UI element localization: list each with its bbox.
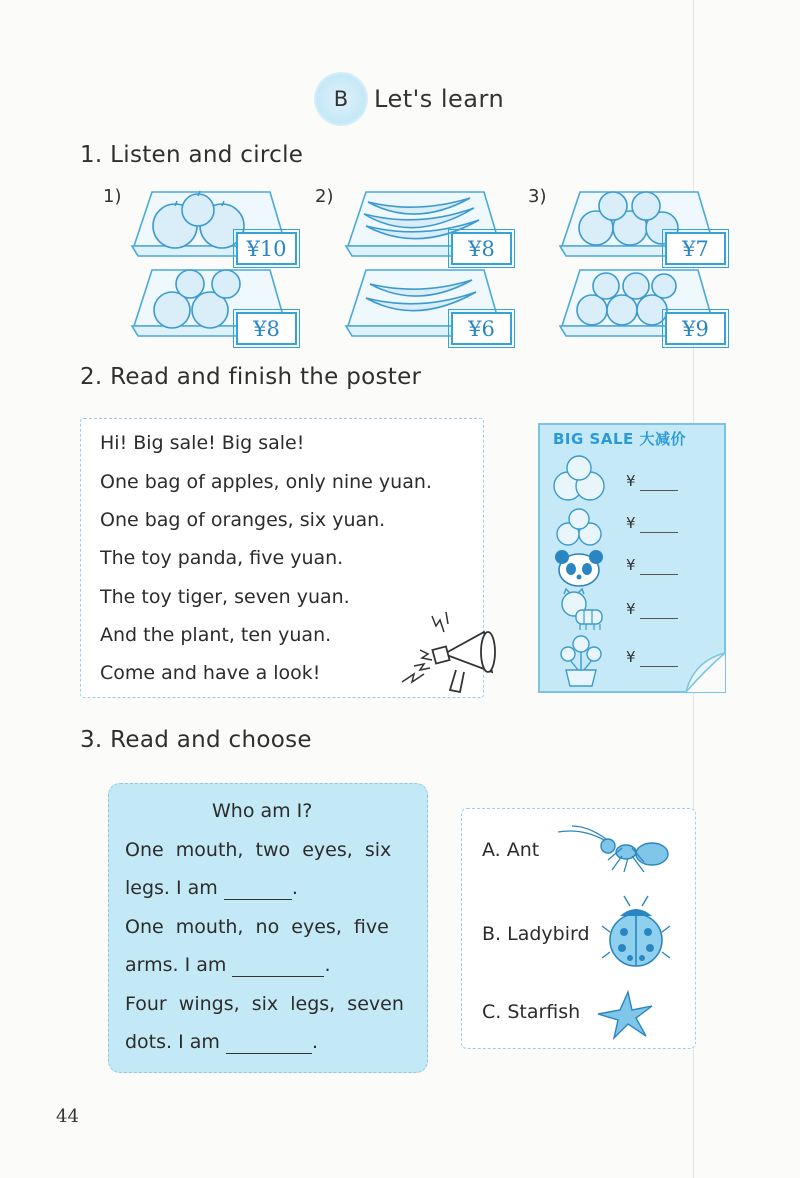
starfish-icon bbox=[596, 990, 654, 1040]
yen-sign: ¥ bbox=[626, 648, 636, 666]
price-tag-3-top[interactable]: ¥7 bbox=[665, 232, 726, 265]
period: . bbox=[324, 954, 331, 976]
megaphone-icon bbox=[384, 606, 500, 698]
ladybird-icon bbox=[600, 892, 672, 972]
price-tag-2-top[interactable]: ¥8 bbox=[451, 232, 512, 265]
yen-sign: ¥ bbox=[626, 472, 636, 490]
apple-icon bbox=[550, 452, 608, 504]
plant-price-blank[interactable] bbox=[640, 666, 678, 667]
yen-sign: ¥ bbox=[626, 600, 636, 618]
item-2-number: 2) bbox=[315, 186, 334, 207]
page-number: 44 bbox=[56, 1106, 79, 1127]
period: . bbox=[311, 1031, 319, 1053]
yen-sign: ¥ bbox=[626, 514, 636, 532]
tiger-icon bbox=[556, 588, 608, 632]
sale-line: Hi! Big sale! Big sale! bbox=[100, 432, 305, 454]
riddle-line bbox=[125, 954, 331, 977]
riddle-line: One mouth, two eyes, six bbox=[125, 839, 392, 861]
period: . bbox=[291, 877, 298, 899]
plant-icon bbox=[554, 630, 608, 688]
item-3-number: 3) bbox=[528, 186, 547, 207]
riddle-text: legs. I am bbox=[125, 877, 218, 899]
tiger-price-blank[interactable] bbox=[640, 618, 678, 619]
riddle-line: One mouth, no eyes, five bbox=[125, 916, 389, 938]
riddle-title: Who am I? bbox=[212, 800, 313, 822]
sale-line: The toy tiger, seven yuan. bbox=[100, 586, 350, 608]
item-1-number: 1) bbox=[103, 186, 122, 207]
riddle-text: dots. I am bbox=[125, 1031, 220, 1053]
section-1-title: 1. Listen and circle bbox=[80, 142, 304, 168]
riddle-line: Four wings, six legs, seven bbox=[125, 993, 404, 1015]
ant-icon bbox=[552, 824, 676, 874]
part-badge: B bbox=[316, 74, 366, 124]
yen-sign: ¥ bbox=[626, 556, 636, 574]
section-3-title: 3. Read and choose bbox=[80, 727, 312, 753]
lesson-title: Let's learn bbox=[374, 85, 505, 113]
option-ant[interactable]: A. Ant bbox=[482, 839, 540, 861]
sale-line: One bag of apples, only nine yuan. bbox=[100, 471, 432, 493]
riddle-box bbox=[108, 783, 428, 1073]
section-2-title: 2. Read and finish the poster bbox=[80, 364, 422, 390]
price-tag-2-bottom[interactable]: ¥6 bbox=[451, 312, 512, 345]
panda-icon bbox=[552, 548, 606, 588]
option-ladybird[interactable]: B. Ladybird bbox=[482, 923, 590, 945]
sale-line: And the plant, ten yuan. bbox=[100, 624, 332, 646]
option-starfish[interactable]: C. Starfish bbox=[482, 1001, 581, 1023]
sale-line: Come and have a look! bbox=[100, 662, 321, 684]
lesson-header bbox=[316, 74, 504, 124]
price-tag-1-top[interactable]: ¥10 bbox=[236, 232, 297, 265]
price-tag-3-bottom[interactable]: ¥9 bbox=[665, 312, 726, 345]
apple-price-blank[interactable] bbox=[640, 490, 678, 491]
orange-icon bbox=[554, 506, 606, 548]
poster-title: BIG SALE 大减价 bbox=[553, 430, 686, 448]
answer-blank-2[interactable] bbox=[232, 954, 324, 977]
price-tag-1-bottom[interactable]: ¥8 bbox=[236, 312, 297, 345]
orange-price-blank[interactable] bbox=[640, 532, 678, 533]
panda-price-blank[interactable] bbox=[640, 574, 678, 575]
answer-blank-1[interactable] bbox=[224, 877, 292, 900]
sale-line: One bag of oranges, six yuan. bbox=[100, 509, 386, 531]
sale-line: The toy panda, five yuan. bbox=[100, 547, 344, 569]
riddle-line bbox=[125, 877, 298, 900]
riddle-line bbox=[125, 1031, 318, 1054]
riddle-text: arms. I am bbox=[125, 954, 227, 976]
answer-blank-3[interactable] bbox=[226, 1031, 312, 1054]
